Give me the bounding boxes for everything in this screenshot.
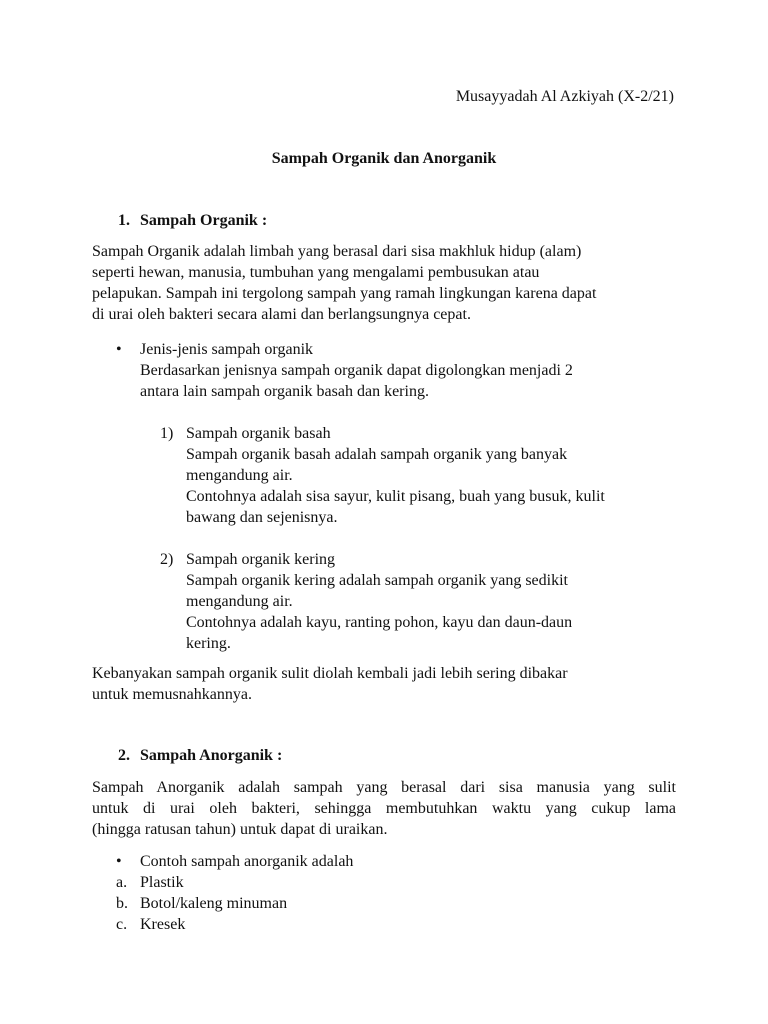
paragraph-line: (hingga ratusan tahun) untuk dapat di uraikan. [92, 821, 388, 838]
section-2-heading [118, 745, 282, 766]
closing-line: Kebanyakan sampah organik sulit diolah kembali jadi lebih sering dibakar [92, 665, 568, 682]
closing-line: untuk memusnahkannya. [92, 686, 252, 703]
example-marker: a. [116, 874, 128, 891]
item-line: kering. [186, 635, 231, 652]
item-title: Sampah organik kering [186, 551, 336, 568]
document-title: Sampah Organik dan Anorganik [271, 150, 497, 167]
section-2-paragraph [92, 777, 676, 840]
bullet-symbol: • [116, 853, 122, 870]
example-marker: b. [116, 895, 128, 912]
bullet-line: antara lain sampah organik basah dan kering. [140, 383, 429, 400]
section-2-title: Sampah Anorganik : [140, 747, 283, 764]
paragraph-line: Sampah Anorganik adalah sampah yang berasal dari sisa manusia yang sulit [92, 779, 676, 796]
paragraph-line: pelapukan. Sampah ini tergolong sampah yang ramah lingkungan karena dapat [92, 285, 597, 302]
item-line: Contohnya adalah sisa sayur, kulit pisang, buah yang busuk, kulit [186, 488, 605, 505]
example-item: Kresek [140, 916, 186, 933]
example-marker: c. [116, 916, 128, 933]
section-1-title: Sampah Organik : [140, 212, 268, 229]
bullet-title: Jenis-jenis sampah organik [140, 341, 314, 358]
item-title: Sampah organik basah [186, 425, 331, 442]
bullet-line: Berdasarkan jenisnya sampah organik dapat digolongkan menjadi 2 [140, 362, 573, 379]
section-2-number: 2. [118, 747, 130, 764]
item-line: bawang dan sejenisnya. [186, 509, 338, 526]
item-line: Sampah organik kering adalah sampah organik yang sedikit [186, 572, 568, 589]
bullet-title: Contoh sampah anorganik adalah [140, 853, 354, 870]
item-line: mengandung air. [186, 593, 293, 610]
item-line: mengandung air. [186, 467, 293, 484]
example-item: Plastik [140, 874, 184, 891]
example-item: Botol/kaleng minuman [140, 895, 288, 912]
paragraph-line: seperti hewan, manusia, tumbuhan yang mengalami pembusukan atau [92, 264, 540, 281]
section-1-number: 1. [118, 212, 130, 229]
item-line: Sampah organik basah adalah sampah organik yang banyak [186, 446, 568, 463]
section-1-paragraph [92, 241, 676, 325]
paragraph-line: di urai oleh bakteri secara alami dan berlangsungnya cepat. [92, 306, 471, 323]
section-1-closing [92, 663, 676, 705]
author-line: Musayyadah Al Azkiyah (X-2/21) [455, 88, 674, 105]
numbered-item-marker: 1) [160, 425, 174, 442]
item-line: Contohnya adalah kayu, ranting pohon, kayu dan daun-daun [186, 614, 573, 631]
section-1-heading [118, 210, 267, 231]
paragraph-line: Sampah Organik adalah limbah yang berasal dari sisa makhluk hidup (alam) [92, 243, 582, 260]
numbered-item [186, 549, 572, 654]
paragraph-line: untuk di urai oleh bakteri, sehingga membutuhkan waktu yang cukup lama [92, 800, 676, 817]
bullet-list-item [140, 339, 573, 402]
bullet-symbol: • [116, 341, 122, 358]
numbered-item [186, 423, 605, 528]
numbered-item-marker: 2) [160, 551, 174, 568]
